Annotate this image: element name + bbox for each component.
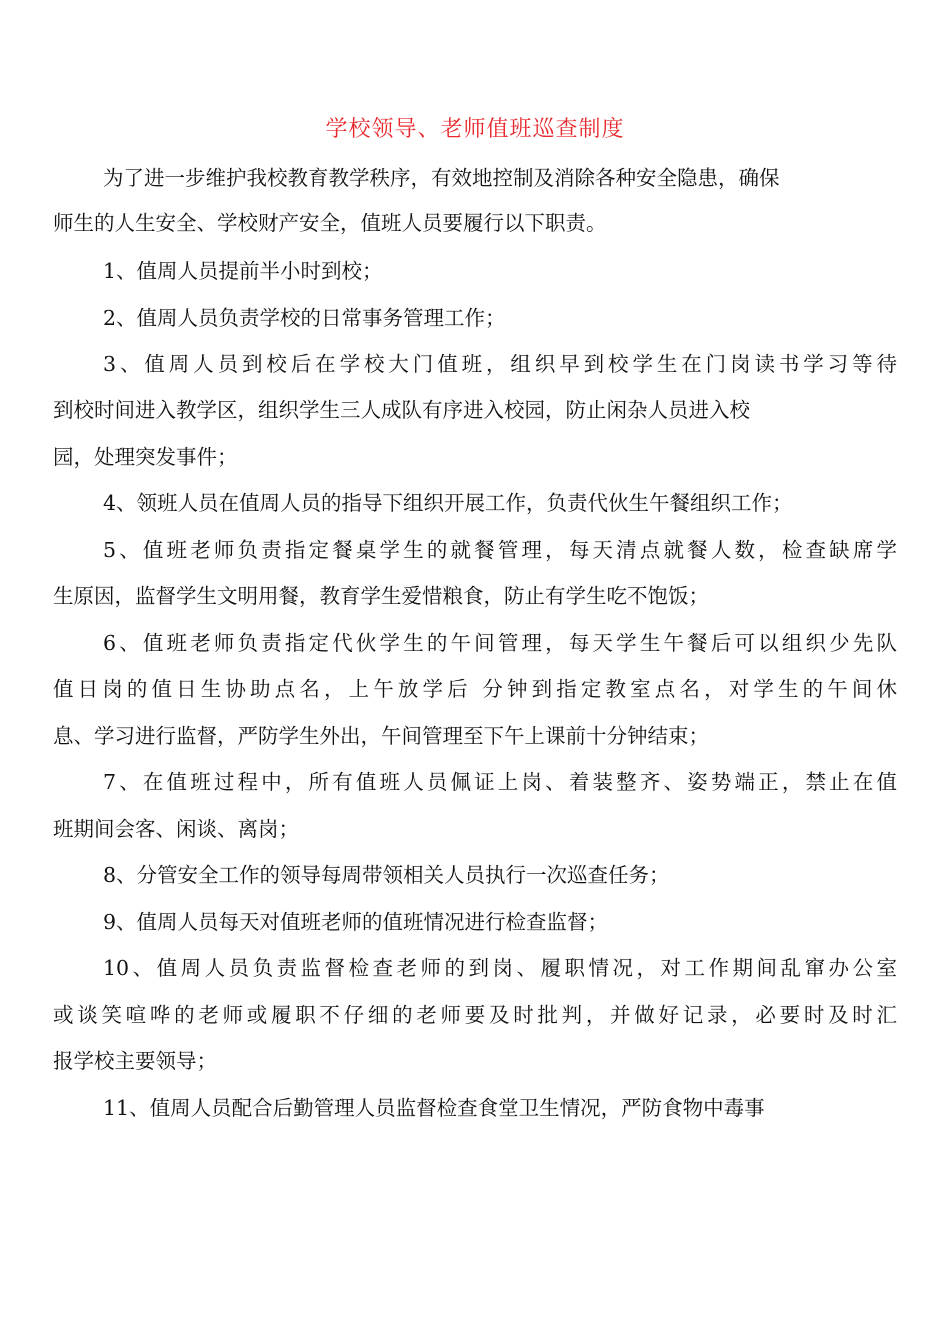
paragraph-line: 1、值周人员提前半小时到校； <box>103 259 383 283</box>
paragraph-line: 6、值班老师负责指定代伙学生的午间管理，每天学生午餐后可以组织少先队 <box>103 631 897 655</box>
paragraph-line: 或谈笑喧哗的老师或履职不仔细的老师要及时批判，并做好记录，必要时及时汇 <box>53 1003 897 1027</box>
paragraph-line: 为了进一步维护我校教育教学秩序，有效地控制及消除各种安全隐患，确保 <box>103 166 780 190</box>
paragraph-line: 10、值周人员负责监督检查老师的到岗、履职情况，对工作期间乱窜办公室 <box>103 956 897 980</box>
paragraph-line: 3、值周人员到校后在学校大门值班，组织早到校学生在门岗读书学习等待 <box>103 352 897 376</box>
paragraph-line: 2、值周人员负责学校的日常事务管理工作； <box>103 306 506 330</box>
paragraph-line: 生原因，监督学生文明用餐，教育学生爱惜粮食，防止有学生吃不饱饭； <box>53 584 709 608</box>
paragraph-line: 师生的人生安全、学校财产安全，值班人员要履行以下职责。 <box>53 211 607 235</box>
page-title: 学校领导、老师值班巡查制度 <box>325 117 625 142</box>
paragraph-line: 9、值周人员每天对值班老师的值班情况进行检查监督； <box>103 910 609 934</box>
paragraph-line: 值日岗的值日生协助点名，上午放学后 分钟到指定教室点名，对学生的午间休 <box>53 677 897 701</box>
paragraph-line: 报学校主要领导； <box>53 1049 217 1073</box>
paragraph-line: 班期间会客、闲谈、离岗； <box>53 817 299 841</box>
paragraph-line: 4、领班人员在值周人员的指导下组织开展工作，负责代伙生午餐组织工作； <box>103 491 793 515</box>
paragraph-line: 息、学习进行监督，严防学生外出，午间管理至下午上课前十分钟结束； <box>53 724 709 748</box>
paragraph-line: 8、分管安全工作的领导每周带领相关人员执行一次巡查任务； <box>103 863 670 887</box>
paragraph-line: 7、在值班过程中，所有值班人员佩证上岗、着装整齐、姿势端正，禁止在值 <box>103 770 897 794</box>
paragraph-line: 11、值周人员配合后勤管理人员监督检查食堂卫生情况，严防食物中毒事 <box>103 1096 765 1120</box>
paragraph-line: 园，处理突发事件； <box>53 445 238 469</box>
paragraph-line: 5、值班老师负责指定餐桌学生的就餐管理，每天清点就餐人数，检查缺席学 <box>103 538 897 562</box>
paragraph-line: 到校时间进入教学区，组织学生三人成队有序进入校园，防止闲杂人员进入校 <box>53 398 750 422</box>
